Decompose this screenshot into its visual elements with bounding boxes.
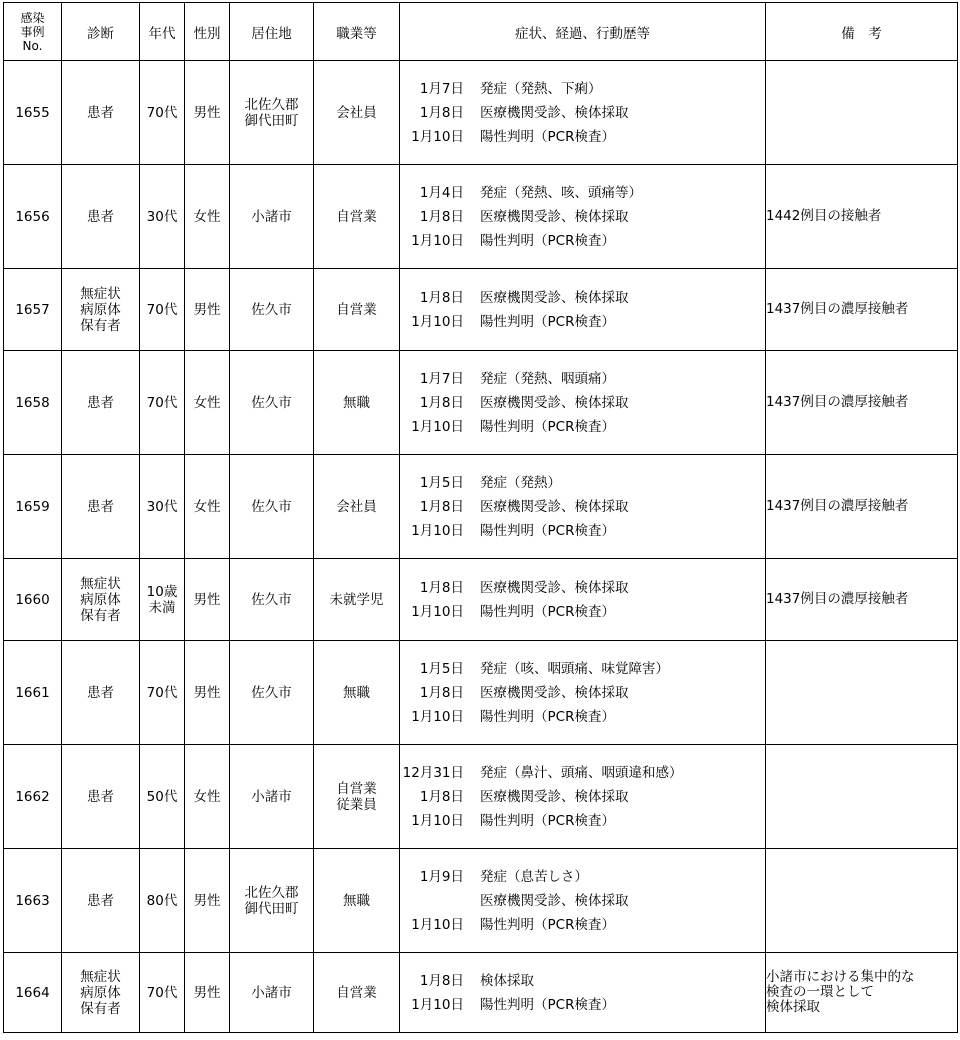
occupation-cell	[314, 641, 400, 745]
case-number: 1659	[4, 455, 62, 559]
diagnosis-line: 患者	[87, 208, 114, 225]
diagnosis-line: 患者	[87, 684, 114, 701]
header-case-no-line: 事例	[20, 24, 45, 39]
notes-cell	[766, 61, 958, 165]
history-entry	[400, 495, 765, 519]
history-date: 1月10日	[411, 603, 464, 620]
age-cell	[140, 641, 185, 745]
history-entry	[400, 101, 765, 125]
history-entry	[400, 913, 765, 937]
residence-cell	[230, 165, 314, 269]
residence-line: 佐久市	[251, 301, 292, 318]
header-case-no-line: 感染	[20, 10, 45, 25]
diagnosis-cell	[62, 745, 140, 849]
case-number: 1657	[4, 269, 62, 351]
history-event: 陽性判明（PCR検査）	[480, 812, 615, 829]
diagnosis-cell	[62, 61, 140, 165]
diagnosis-cell	[62, 953, 140, 1033]
diagnosis-line: 患者	[87, 394, 114, 411]
history-entry	[400, 286, 765, 310]
age-cell	[140, 351, 185, 455]
table-row	[4, 849, 958, 953]
history-entry	[400, 310, 765, 334]
diagnosis-line: 病原体	[80, 984, 121, 1001]
history-event: 医療機関受診、検体採取	[480, 892, 629, 909]
notes-line: 小諸市における集中的な	[766, 969, 915, 985]
history-entry	[400, 391, 765, 415]
history-entry	[400, 681, 765, 705]
history-event: 発症（発熱）	[480, 474, 561, 491]
diagnosis-line: 無症状	[80, 285, 121, 302]
history-event: 陽性判明（PCR検査）	[480, 708, 615, 725]
sex-cell: 女性	[185, 165, 230, 269]
residence-cell	[230, 849, 314, 953]
notes-cell	[766, 559, 958, 641]
age-cell	[140, 559, 185, 641]
table-row	[4, 953, 958, 1033]
history-date: 1月10日	[411, 996, 464, 1013]
case-number: 1661	[4, 641, 62, 745]
history-event: 発症（咳、咽頭痛、味覚障害）	[480, 660, 669, 677]
history-event: 陽性判明（PCR検査）	[480, 418, 615, 435]
history-cell	[400, 849, 766, 953]
occupation-line: 無職	[343, 892, 370, 909]
history-cell	[400, 745, 766, 849]
occupation-cell	[314, 165, 400, 269]
age-line: 50代	[146, 788, 178, 805]
header-case-no	[4, 3, 62, 61]
residence-line: 小諸市	[251, 984, 292, 1001]
diagnosis-line: 保有者	[80, 1000, 121, 1017]
occupation-cell	[314, 745, 400, 849]
history-entry	[400, 969, 765, 993]
residence-line: 北佐久郡	[244, 96, 299, 113]
residence-line: 御代田町	[244, 900, 299, 917]
history-event: 医療機関受診、検体採取	[480, 684, 629, 701]
occupation-cell	[314, 849, 400, 953]
header-diagnosis: 診断	[62, 3, 140, 61]
notes-line: 1437例目の濃厚接触者	[766, 301, 909, 317]
history-date: 1月4日	[419, 184, 464, 201]
history-date: 1月7日	[419, 370, 464, 387]
history-entry	[400, 471, 765, 495]
history-event: 陽性判明（PCR検査）	[480, 603, 615, 620]
history-date: 1月8日	[419, 788, 464, 805]
diagnosis-cell	[62, 559, 140, 641]
age-line: 30代	[146, 208, 178, 225]
residence-line: 佐久市	[251, 591, 292, 608]
age-cell	[140, 165, 185, 269]
occupation-cell	[314, 953, 400, 1033]
occupation-cell	[314, 269, 400, 351]
history-event: 発症（鼻汁、頭痛、咽頭違和感）	[480, 764, 683, 781]
history-cell	[400, 641, 766, 745]
history-date: 1月10日	[411, 522, 464, 539]
history-date: 1月10日	[411, 708, 464, 725]
case-number: 1656	[4, 165, 62, 269]
history-entry	[400, 77, 765, 101]
residence-cell	[230, 269, 314, 351]
history-event: 陽性判明（PCR検査）	[480, 522, 615, 539]
age-cell	[140, 849, 185, 953]
residence-cell	[230, 745, 314, 849]
history-event: 医療機関受診、検体採取	[480, 394, 629, 411]
diagnosis-line: 患者	[87, 498, 114, 515]
history-entry	[400, 600, 765, 624]
table-row	[4, 165, 958, 269]
history-entry	[400, 229, 765, 253]
diagnosis-line: 患者	[87, 104, 114, 121]
age-line: 30代	[146, 498, 178, 515]
history-date: 1月10日	[411, 128, 464, 145]
header-notes: 備 考	[766, 3, 958, 61]
occupation-line: 自営業	[336, 301, 377, 318]
history-event: 発症（発熱、咽頭痛）	[480, 370, 615, 387]
notes-cell	[766, 269, 958, 351]
occupation-line: 自営業	[336, 780, 377, 797]
age-line: 未満	[148, 599, 176, 616]
age-cell	[140, 745, 185, 849]
history-event: 医療機関受診、検体採取	[480, 498, 629, 515]
history-entry	[400, 809, 765, 833]
diagnosis-line: 病原体	[80, 301, 121, 318]
history-cell	[400, 559, 766, 641]
history-entry	[400, 889, 765, 913]
history-date: 1月10日	[411, 313, 464, 330]
diagnosis-line: 患者	[87, 892, 114, 909]
notes-cell	[766, 745, 958, 849]
table-row	[4, 559, 958, 641]
history-date: 1月5日	[419, 660, 464, 677]
occupation-line: 自営業	[336, 984, 377, 1001]
case-number: 1658	[4, 351, 62, 455]
history-entry	[400, 205, 765, 229]
notes-cell	[766, 165, 958, 269]
age-cell	[140, 269, 185, 351]
diagnosis-line: 保有者	[80, 607, 121, 624]
notes-cell	[766, 455, 958, 559]
notes-cell	[766, 849, 958, 953]
occupation-cell	[314, 351, 400, 455]
table-row	[4, 745, 958, 849]
diagnosis-line: 患者	[87, 788, 114, 805]
diagnosis-line: 無症状	[80, 968, 121, 985]
residence-cell	[230, 559, 314, 641]
residence-cell	[230, 953, 314, 1033]
history-event: 医療機関受診、検体採取	[480, 788, 629, 805]
notes-line: 検体採取	[766, 999, 820, 1015]
history-entry	[400, 657, 765, 681]
history-date: 1月8日	[419, 394, 464, 411]
residence-cell	[230, 455, 314, 559]
history-entry	[400, 705, 765, 729]
sex-cell: 女性	[185, 455, 230, 559]
occupation-line: 無職	[343, 394, 370, 411]
history-date: 1月7日	[419, 80, 464, 97]
history-date: 1月9日	[419, 868, 464, 885]
history-event: 検体採取	[480, 972, 534, 989]
age-cell	[140, 953, 185, 1033]
residence-line: 小諸市	[251, 788, 292, 805]
history-event: 医療機関受診、検体採取	[480, 104, 629, 121]
residence-cell	[230, 61, 314, 165]
history-cell	[400, 269, 766, 351]
age-line: 70代	[146, 394, 178, 411]
table-row	[4, 351, 958, 455]
sex-cell: 男性	[185, 559, 230, 641]
table-row	[4, 455, 958, 559]
diagnosis-cell	[62, 849, 140, 953]
diagnosis-line: 無症状	[80, 575, 121, 592]
history-entry	[400, 519, 765, 543]
history-entry	[400, 761, 765, 785]
age-line: 70代	[146, 684, 178, 701]
table-row	[4, 641, 958, 745]
occupation-line: 会社員	[336, 104, 377, 121]
age-line: 80代	[146, 892, 178, 909]
case-number: 1655	[4, 61, 62, 165]
residence-cell	[230, 351, 314, 455]
residence-line: 佐久市	[251, 684, 292, 701]
table-row	[4, 61, 958, 165]
header-case-no-line: No.	[22, 38, 43, 53]
table-row	[4, 269, 958, 351]
occupation-cell	[314, 559, 400, 641]
history-event: 発症（息苦しさ）	[480, 868, 588, 885]
notes-line: 1437例目の濃厚接触者	[766, 498, 909, 514]
sex-cell: 男性	[185, 641, 230, 745]
header-history: 症状、経過、行動歴等	[400, 3, 766, 61]
history-entry	[400, 367, 765, 391]
sex-cell: 男性	[185, 269, 230, 351]
age-line: 70代	[146, 301, 178, 318]
history-cell	[400, 165, 766, 269]
diagnosis-line: 保有者	[80, 317, 121, 334]
age-line: 70代	[146, 104, 178, 121]
history-event: 陽性判明（PCR検査）	[480, 996, 615, 1013]
history-event: 発症（発熱、下痢）	[480, 80, 602, 97]
header-residence: 居住地	[230, 3, 314, 61]
diagnosis-cell	[62, 269, 140, 351]
residence-line: 北佐久郡	[244, 884, 299, 901]
case-number: 1662	[4, 745, 62, 849]
sex-cell: 男性	[185, 849, 230, 953]
history-entry	[400, 181, 765, 205]
history-date: 1月10日	[411, 418, 464, 435]
notes-line: 1442例目の接触者	[766, 208, 882, 224]
history-entry	[400, 993, 765, 1017]
diagnosis-cell	[62, 165, 140, 269]
history-event: 発症（発熱、咳、頭痛等）	[480, 184, 642, 201]
residence-line: 小諸市	[251, 208, 292, 225]
history-date: 1月10日	[411, 232, 464, 249]
case-table-body	[4, 61, 958, 1033]
history-date: 1月5日	[419, 474, 464, 491]
age-cell	[140, 455, 185, 559]
history-date: 1月8日	[419, 208, 464, 225]
diagnosis-cell	[62, 351, 140, 455]
occupation-line: 自営業	[336, 208, 377, 225]
header-row	[4, 3, 958, 61]
history-date: 1月8日	[419, 579, 464, 596]
history-cell	[400, 953, 766, 1033]
history-date: 1月8日	[419, 498, 464, 515]
occupation-line: 未就学児	[329, 591, 384, 608]
history-cell	[400, 455, 766, 559]
case-table	[3, 2, 958, 1033]
diagnosis-line: 病原体	[80, 591, 121, 608]
age-line: 70代	[146, 984, 178, 1001]
sex-cell: 女性	[185, 351, 230, 455]
occupation-line: 無職	[343, 684, 370, 701]
history-event: 医療機関受診、検体採取	[480, 579, 629, 596]
history-event: 医療機関受診、検体採取	[480, 208, 629, 225]
occupation-line: 従業員	[336, 796, 377, 813]
history-date: 1月8日	[419, 289, 464, 306]
notes-cell	[766, 953, 958, 1033]
history-cell	[400, 351, 766, 455]
history-event: 陽性判明（PCR検査）	[480, 916, 615, 933]
history-date: 1月8日	[419, 104, 464, 121]
occupation-cell	[314, 455, 400, 559]
history-date: 1月8日	[419, 684, 464, 701]
history-entry	[400, 576, 765, 600]
history-entry	[400, 125, 765, 149]
notes-cell	[766, 641, 958, 745]
history-event: 医療機関受診、検体採取	[480, 289, 629, 306]
case-number: 1664	[4, 953, 62, 1033]
residence-line: 佐久市	[251, 498, 292, 515]
history-event: 陽性判明（PCR検査）	[480, 128, 615, 145]
sex-cell: 女性	[185, 745, 230, 849]
history-entry	[400, 865, 765, 889]
history-date: 1月10日	[411, 812, 464, 829]
occupation-cell	[314, 61, 400, 165]
age-cell	[140, 61, 185, 165]
diagnosis-cell	[62, 455, 140, 559]
history-entry	[400, 785, 765, 809]
notes-line: 1437例目の濃厚接触者	[766, 591, 909, 607]
case-number: 1663	[4, 849, 62, 953]
history-cell	[400, 61, 766, 165]
notes-cell	[766, 351, 958, 455]
sex-cell: 男性	[185, 61, 230, 165]
residence-line: 佐久市	[251, 394, 292, 411]
history-event: 陽性判明（PCR検査）	[480, 232, 615, 249]
residence-cell	[230, 641, 314, 745]
notes-line: 検査の一環として	[766, 984, 874, 1000]
diagnosis-cell	[62, 641, 140, 745]
occupation-line: 会社員	[336, 498, 377, 515]
history-date: 1月10日	[411, 916, 464, 933]
header-sex: 性別	[185, 3, 230, 61]
sex-cell: 男性	[185, 953, 230, 1033]
header-occupation: 職業等	[314, 3, 400, 61]
case-number: 1660	[4, 559, 62, 641]
notes-line: 1437例目の濃厚接触者	[766, 394, 909, 410]
header-age: 年代	[140, 3, 185, 61]
age-line: 10歳	[146, 583, 178, 600]
history-event: 陽性判明（PCR検査）	[480, 313, 615, 330]
history-entry	[400, 415, 765, 439]
residence-line: 御代田町	[244, 112, 299, 129]
history-date: 1月8日	[419, 972, 464, 989]
history-date: 12月31日	[402, 764, 464, 781]
